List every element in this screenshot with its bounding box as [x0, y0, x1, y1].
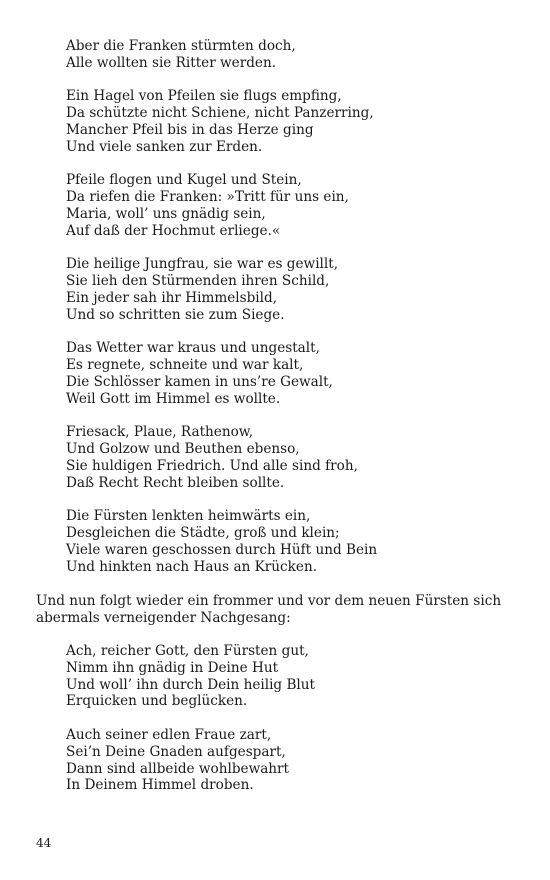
verse-line: Die Schlösser kamen in uns’re Gewalt, [66, 373, 333, 390]
verse-line: Es regnete, schneite und war kalt, [66, 357, 304, 374]
verse-line: Sie lieh den Stürmenden ihren Schild, [66, 273, 330, 290]
stanza [66, 88, 506, 155]
verse-line: Ach, reicher Gott, den Fürsten gut, [66, 643, 309, 659]
stanza [66, 508, 506, 575]
verse-line: Die Fürsten lenkten heimwärts ein, [66, 508, 311, 525]
stanza [66, 727, 506, 794]
verse-line: Desgleichen die Städte, groß und klein; [66, 525, 340, 542]
stanza [66, 256, 506, 323]
verse-line: Ein jeder sah ihr Himmelsbild, [66, 289, 278, 306]
poem-part-1 [66, 38, 506, 576]
verse-line: Ein Hagel von Pfeilen sie flugs empfing, [66, 88, 342, 105]
verse-line: In Deinem Himmel droben. [66, 777, 254, 794]
poem-part-2 [66, 643, 506, 794]
verse-line: Aber die Franken stürmten doch, [66, 38, 296, 54]
stanza [66, 643, 506, 710]
verse-line: Und woll’ ihn durch Dein heilig Blut [66, 676, 316, 693]
verse-line: Die heilige Jungfrau, sie war es gewillt, [66, 256, 339, 273]
verse-line: Sie huldigen Friedrich. Und alle sind froh, [66, 457, 358, 474]
verse-line: Dann sind allbeide wohlbewahrt [66, 760, 290, 777]
verse-line: Pfeile flogen und Kugel und Stein, [66, 172, 302, 189]
stanza [66, 172, 506, 239]
page-number: 44 [36, 836, 52, 850]
verse-line: Da riefen die Franken: »Tritt für uns ein, [66, 189, 349, 206]
verse-line: Auf daß der Hochmut erliege.« [66, 222, 281, 239]
verse-line: Alle wollten sie Ritter werden. [66, 54, 277, 71]
stanza [66, 38, 506, 72]
verse-line: Und Golzow und Beuthen ebenso, [66, 441, 300, 458]
verse-line: Friesack, Plaue, Rathenow, [66, 424, 254, 441]
verse-line: Erquicken und beglücken. [66, 693, 248, 710]
verse-line: Und hinkten nach Haus an Krücken. [66, 558, 318, 575]
verse-line: Das Wetter war kraus und ungestalt, [66, 340, 320, 357]
verse-line: Nimm ihn gnädig in Deine Hut [66, 659, 279, 676]
verse-line: Weil Gott im Himmel es wollte. [66, 390, 281, 407]
verse-line: Und so schritten sie zum Siege. [66, 306, 285, 323]
stanza [66, 424, 506, 491]
verse-line: Mancher Pfeil bis in das Herze ging [66, 121, 314, 138]
verse-line: Und viele sanken zur Erden. [66, 138, 263, 155]
prose-line: Und nun folgt wieder ein frommer und vor dem neuen Fürsten sich [36, 593, 502, 609]
verse-line: Auch seiner edlen Fraue zart, [66, 726, 272, 743]
verse-line: Maria, woll’ uns gnädig sein, [66, 205, 266, 222]
verse-line: Da schützte nicht Schiene, nicht Panzerring, [66, 105, 374, 122]
prose-paragraph [36, 593, 516, 627]
stanza [66, 340, 506, 407]
verse-line: Sei’n Deine Gnaden aufgespart, [66, 743, 286, 760]
verse-line: Daß Recht Recht bleiben sollte. [66, 474, 285, 491]
prose-line: abermals verneigender Nachgesang: [36, 609, 291, 626]
verse-line: Viele waren geschossen durch Hüft und Bein [66, 541, 378, 558]
